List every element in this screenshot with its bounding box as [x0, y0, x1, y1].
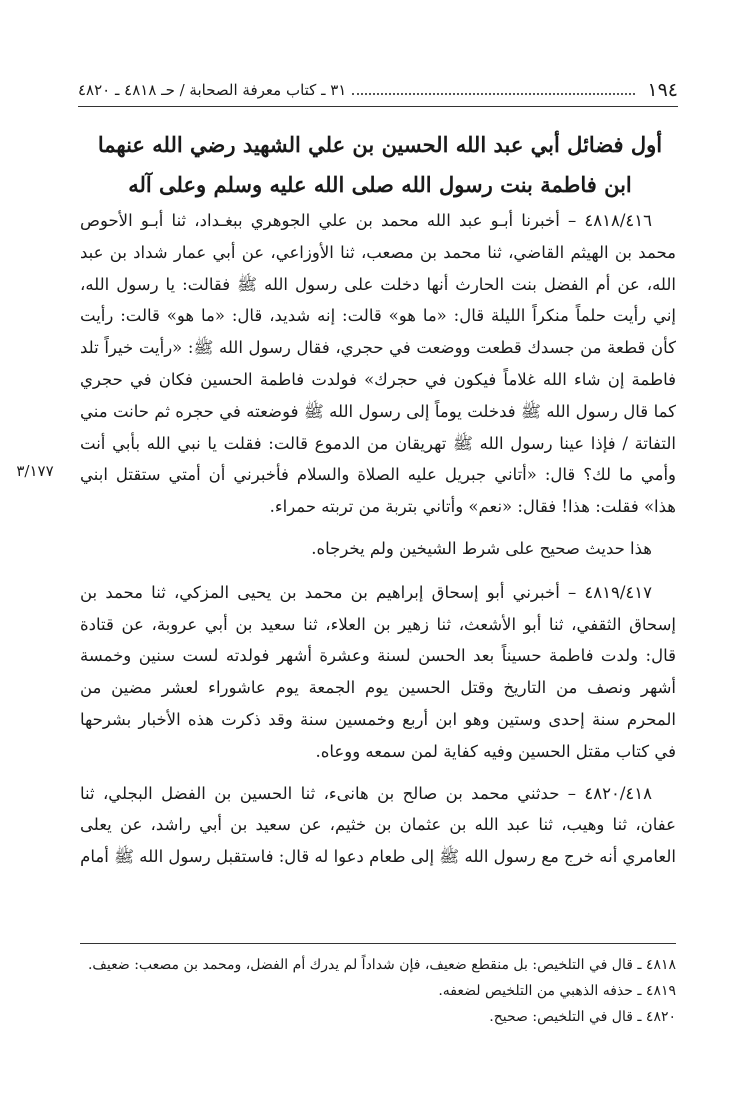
main-text — [80, 205, 676, 883]
running-title: ٣١ ـ كتاب معرفة الصحابة / حـ ٤٨١٨ ـ ٤٨٢٠ — [78, 81, 347, 99]
ruling-text: هذا حديث صحيح على شرط الشيخين ولم يخرجاه. — [311, 538, 652, 558]
footnote — [80, 978, 676, 1004]
footnote-text: ـ حذفه الذهبي من التلخيص لضعفه. — [438, 983, 646, 999]
footnote-number: ٤٨٢٠ — [645, 1009, 676, 1025]
hadith-paragraph — [80, 778, 676, 873]
hadith-text: – أخبرني أبو إسحاق إبراهيم بن محمد بن يحيى المزكي، ثنا محمد بن إسحاق الثقفي، ثنا أبو الأشعث، ثنا زهير بن العلاء، ثنا سعيد بن أبي عروبة، عن قتادة قال: ولدت فاطمة حسيناً بعد الحسن لسنة وعشرة أشهر فولدته لست سنين وخمسة أشهر ونصف من التاريخ وقتل الحسين يوم الجمعة يوم عاشوراء لعشر مضين من المحرم سنة إحدى وستين وهو ابن أربع وخمسين سنة وقد ذكرت هذه الأخبار بشرحها في كتاب مقتل الحسين وفيه كفاية لمن سمعه ووعاه. — [80, 582, 676, 761]
header-rule — [78, 106, 678, 107]
hadith-text: – أخبرنا أبـو عبد الله محمد بن علي الجوهري ببغـداد، ثنا أبـو الأحوص محمد بن الهيثم القاضي، ثنا محمد بن مصعب، ثنا الأوزاعي، عن أبي عمار شداد بن عبد الله، عن أم الفضل بنت الحارث أنها دخلت على رسول الله ﷺ فقالت: يا رسول الله، إني رأيت حلماً منكراً الليلة قال: «ما هو» قالت: إنه شديد، قال: «ما هو» قالت: رأيت كأن قطعة من جسدك قطعت ووضعت في حجري، فقال رسول الله ﷺ: «رأيت خيراً تلد فاطمة إن شاء الله غلاماً فيكون في حجرك» فولدت فاطمة الحسين فكان في حجري كما قال رسول الله ﷺ فدخلت يوماً إلى رسول الله ﷺ فوضعته في حجره ثم حانت مني التفاتة / فإذا عينا رسول الله ﷺ تهريقان من الدموع قالت: فقلت يا نبي الله بأبي أنت وأمي ما لك؟ قال: «أتاني جبريل عليه الصلاة والسلام فأخبرني أن أمتي ستقتل ابني هذا» فقلت: هذا! فقال: «نعم» وأتاني بتربة من تربته حمراء. — [80, 211, 676, 517]
footnote-number: ٤٨١٨ — [645, 957, 676, 973]
running-header — [78, 78, 678, 102]
hadith-paragraph — [80, 577, 676, 768]
footnote — [80, 1004, 676, 1030]
hadith-ruling — [80, 533, 676, 565]
dotted-leader — [352, 92, 635, 95]
hadith-text: – حدثني محمد بن صالح بن هانىء، ثنا الحسين بن الفضل البجلي، ثنا عفان، ثنا وهيب، ثنا عبد الله بن عثمان بن خثيم، عن سعيد بن أبي راشد، عن يعلى العامري أنه خرج مع رسول الله ﷺ إلى طعام دعوا له قال: فاستقبل رسول الله ﷺ أمام — [80, 783, 676, 867]
footnote-text: ـ قال في التلخيص: صحيح. — [489, 1009, 646, 1025]
hadith-number: ٤٨١٩/٤١٧ — [584, 582, 652, 602]
footnote-separator — [80, 943, 676, 944]
footnote-text: ـ قال في التلخيص: بل منقطع ضعيف، فإن شداداً لم يدرك أم الفضل، ومحمد بن مصعب: ضعيف. — [87, 957, 646, 973]
hadith-paragraph — [80, 205, 676, 523]
footnote-number: ٤٨١٩ — [645, 983, 676, 999]
chapter-heading-line-1: أول فضائل أبي عبد الله الحسين بن علي الشهيد رضي الله عنهما — [97, 132, 663, 157]
chapter-heading-line-2: ابن فاطمة بنت رسول الله صلى الله عليه وسلم وعلى آله — [128, 172, 632, 197]
footnote — [80, 952, 676, 978]
page-number: ١٩٤ — [647, 79, 678, 101]
hadith-number: ٤٨١٨/٤١٦ — [584, 211, 652, 230]
footnotes — [80, 952, 676, 1030]
margin-reference: ٣/١٧٧ — [16, 462, 54, 480]
chapter-heading — [80, 125, 680, 205]
hadith-number: ٤٨٢٠/٤١٨ — [584, 783, 652, 803]
